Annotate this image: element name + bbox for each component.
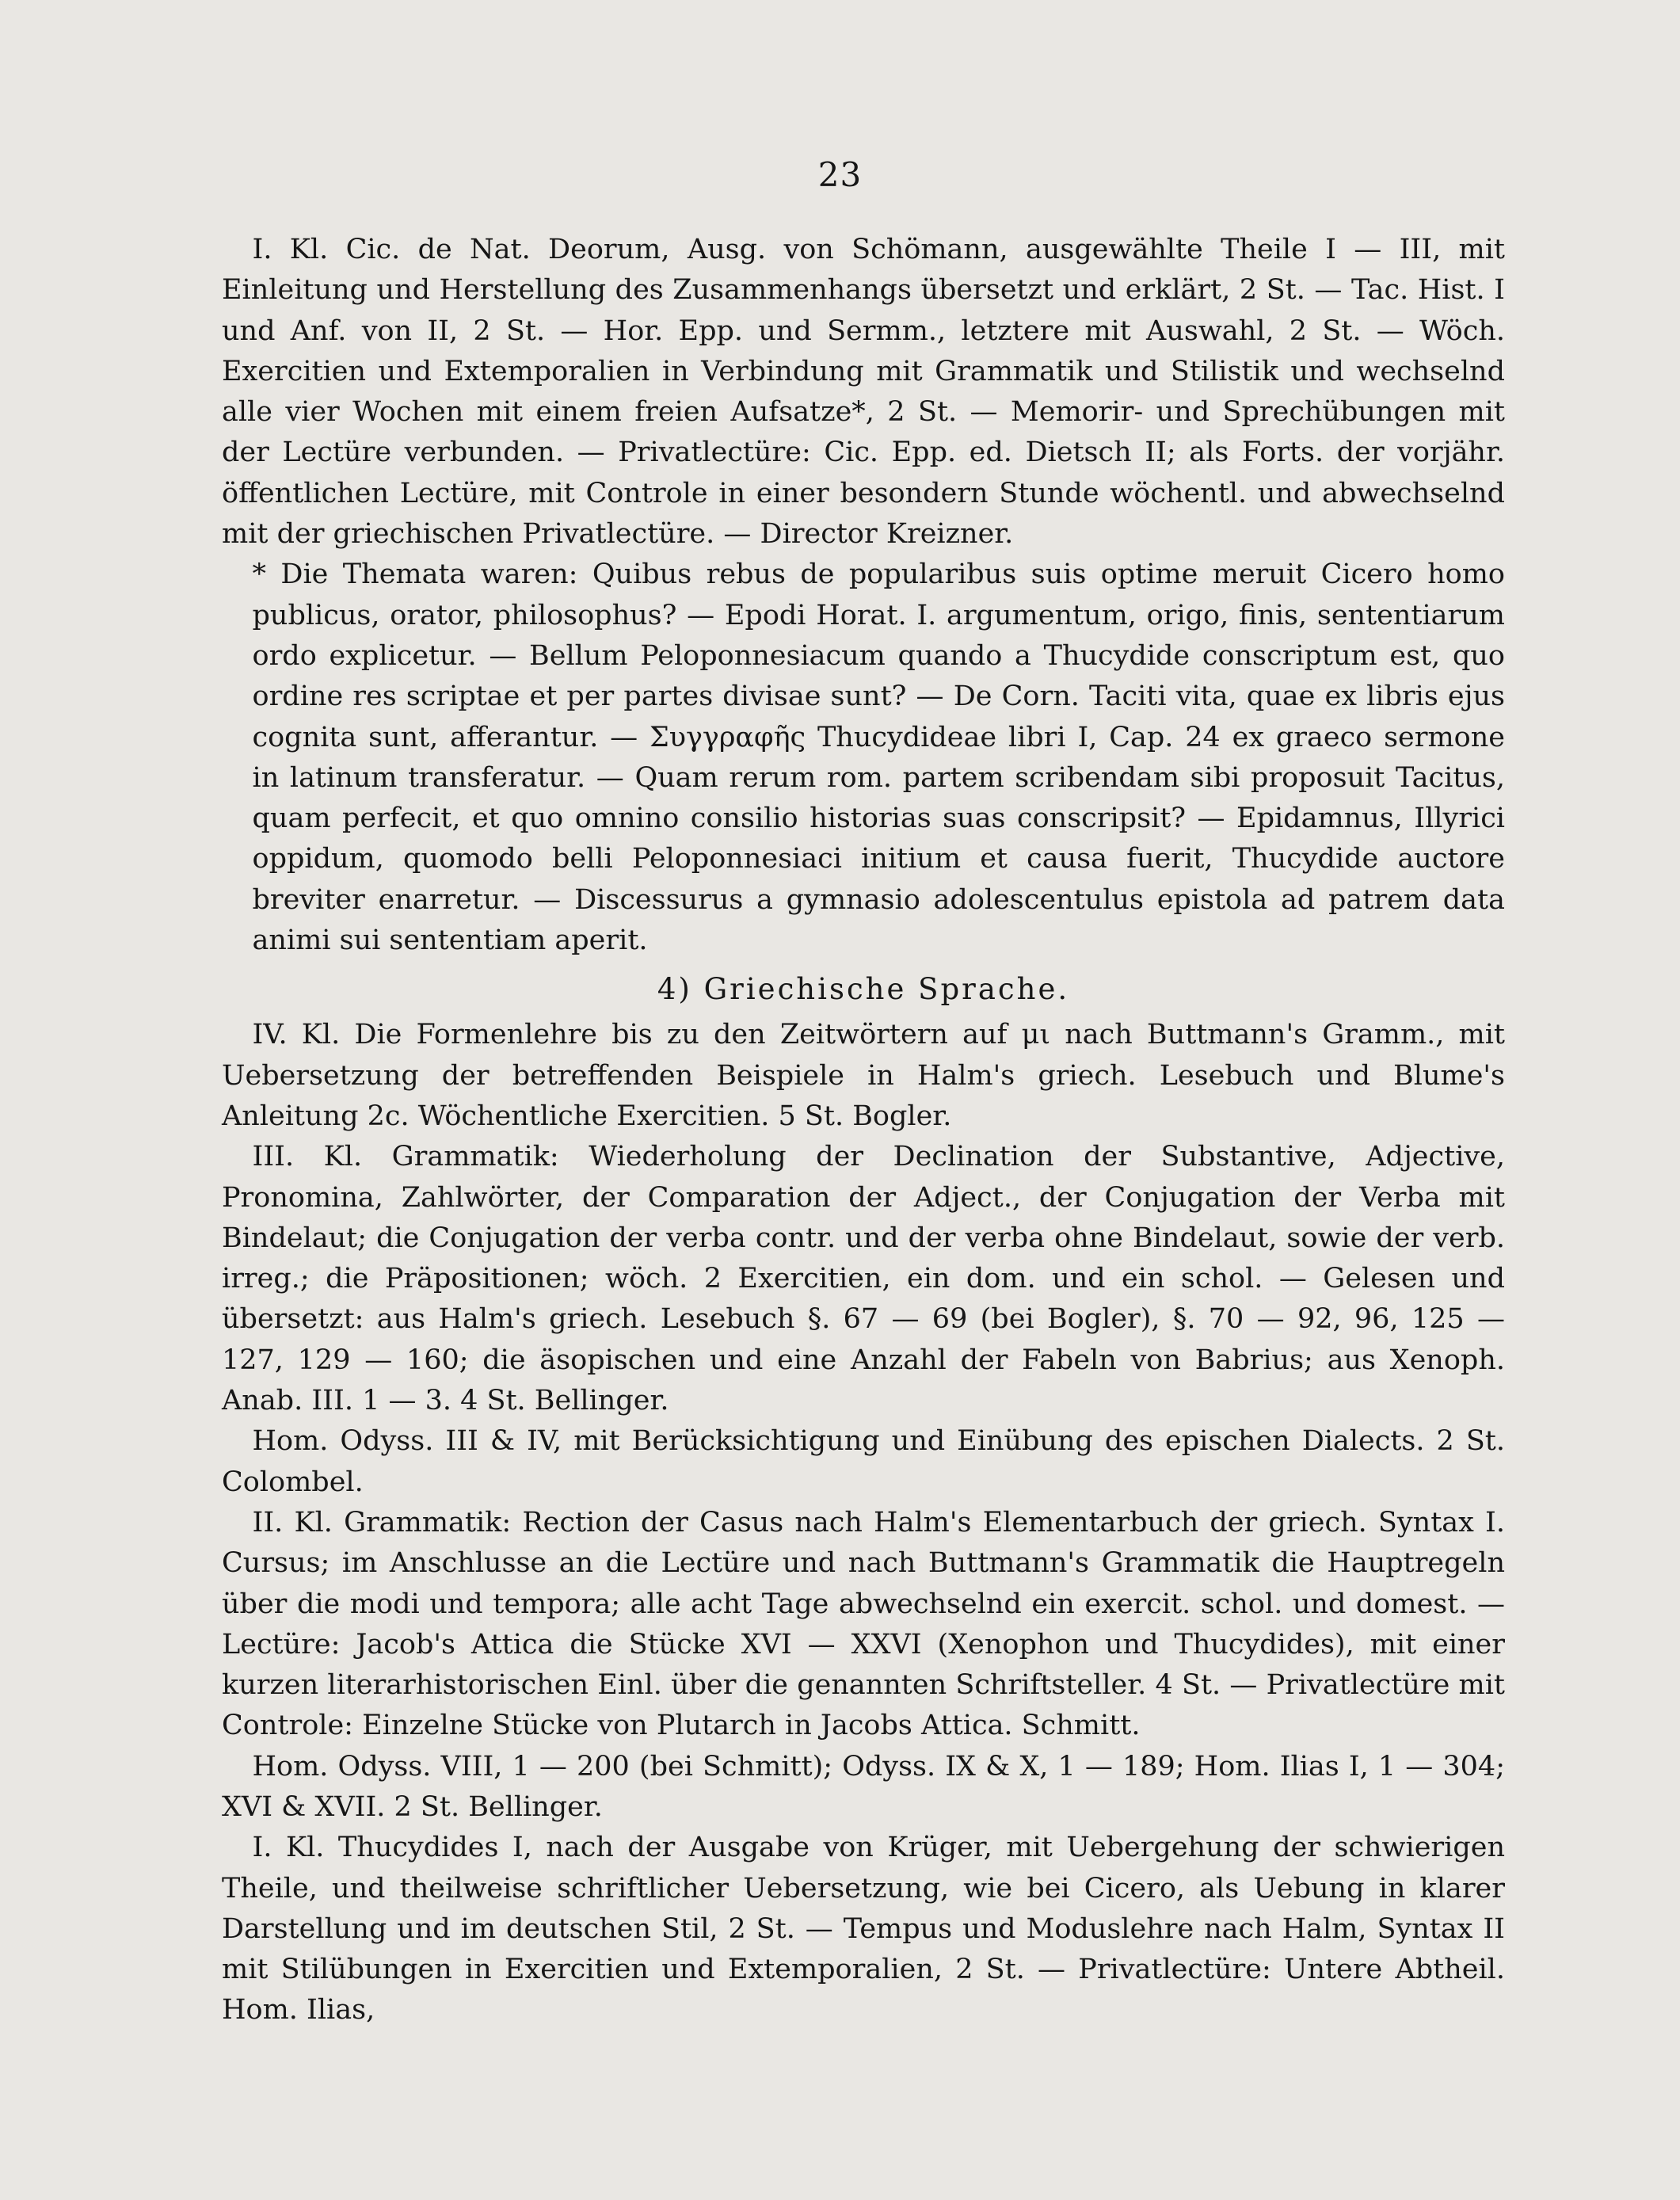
greek-class-2-paragraph: II. Kl. Grammatik: Rection der Casus nach Halm's Elementarbuch der griech. Syntax I. Cursus; im Anschlusse an die Lectüre und nach Buttmann's Grammatik die Hauptregeln über die modi und tempora; alle acht Tage abwechselnd ein exercit. schol. und domest. — Lectüre: Jacob's Attica die Stücke XVI — XXVI (Xenophon und Thucydides), mit einer kurzen literarhistorischen Einl. über die genannten Schriftsteller. 4 St. — Privatlectüre mit Controle: Einzelne Stücke von Plutarch in Jacobs Attica. Schmitt. — [222, 1506, 1505, 1742]
greek-class-3-homer-paragraph: Hom. Odyss. III & IV, mit Berücksichtigung und Einübung des epischen Dialects. 2 St. Colombel. — [222, 1425, 1505, 1498]
greek-class-1-paragraph: I. Kl. Thucydides I, nach der Ausgabe von Krüger, mit Uebergehung der schwierigen Theile, und theilweise schriftlicher Uebersetzung, wie bei Cicero, als Uebung in klarer Darstellung und im deutschen Stil, 2 St. — Tempus und Moduslehre nach Halm, Syntax II mit Stilübungen in Exercitien und Extemporalien, 2 St. — Privatlectüre: Untere Abtheil. Hom. Ilias, — [222, 1832, 1505, 2027]
themata-footnote: * Die Themata waren: Quibus rebus de popularibus suis optime meruit Cicero homo publicus, orator, philosophus? — Epodi Horat. I. argumentum, origo, finis, sententiarum ordo explicetur. — Bellum Peloponnesiacum quando a Thucydide conscriptum est, quo ordine res scriptae et per partes divisae sunt? — De Corn. Taciti vita, quae ex libris ejus cognita sunt, afferantur. — Συγγραφῆς Thucydideae libri I, Cap. 24 ex graeco sermone in latinum transferatur. — Quam rerum rom. partem scribendam sibi proposuit Tacitus, quam perfecit, et quo omnino consilio historias suas conscripsit? — Epidamnus, Illyrici oppidum, quomodo belli Peloponnesiaci initium et causa fuerit, Thucydide auctore breviter enarretur. — Discessurus a gymnasio adolescentulus epistola ad patrem data animi sui sententiam aperit. — [252, 559, 1505, 957]
page-body — [222, 230, 1505, 2031]
page-number: 23 — [817, 155, 863, 194]
latin-class-1-paragraph: I. Kl. Cic. de Nat. Deorum, Ausg. von Schömann, ausgewählte Theile I — III, mit Einleitung und Herstellung des Zusammenhangs übersetzt und erklärt, 2 St. — Tac. Hist. I und Anf. von II, 2 St. — Hor. Epp. und Sermm., letztere mit Auswahl, 2 St. — Wöch. Exercitien und Extemporalien in Verbindung mit Grammatik und Stilistik und wechselnd alle vier Wochen mit einem freien Aufsatze*, 2 St. — Memorir- und Sprechübungen mit der Lectüre verbunden. — Privatlectüre: Cic. Epp. ed. Dietsch II; als Forts. der vorjähr. öffentlichen Lectüre, mit Controle in einer besondern Stunde wöchentl. und abwechselnd mit der griechischen Privatlectüre. — Director Kreizner. — [222, 234, 1505, 551]
greek-class-4-paragraph: IV. Kl. Die Formenlehre bis zu den Zeitwörtern auf μι nach Buttmann's Gramm., mit Uebersetzung der betreffenden Beispiele in Halm's griech. Lesebuch und Blume's Anleitung 2c. Wöchentliche Exercitien. 5 St. Bogler. — [222, 1019, 1505, 1132]
greek-class-2-homer-paragraph: Hom. Odyss. VIII, 1 — 200 (bei Schmitt); Odyss. IX & X, 1 — 189; Hom. Ilias I, 1 — 304; XVI & XVII. 2 St. Bellinger. — [222, 1750, 1505, 1823]
greek-section-heading: 4) Griechische Sprache. — [657, 972, 1070, 1007]
greek-class-3-paragraph: III. Kl. Grammatik: Wiederholung der Declination der Substantive, Adjective, Pronomina, Zahlwörter, der Comparation der Adject., der Conjugation der Verba mit Bindelaut; die Conjugation der verba contr. und der verba ohne Bindelaut, sowie der verb. irreg.; die Präpositionen; wöch. 2 Exercitien, ein dom. und ein schol. — Gelesen und übersetzt: aus Halm's griech. Lesebuch §. 67 — 69 (bei Bogler), §. 70 — 92, 96, 125 — 127, 129 — 160; die äsopischen und eine Anzahl der Fabeln von Babrius; aus Xenoph. Anab. III. 1 — 3. 4 St. Bellinger. — [222, 1141, 1505, 1417]
